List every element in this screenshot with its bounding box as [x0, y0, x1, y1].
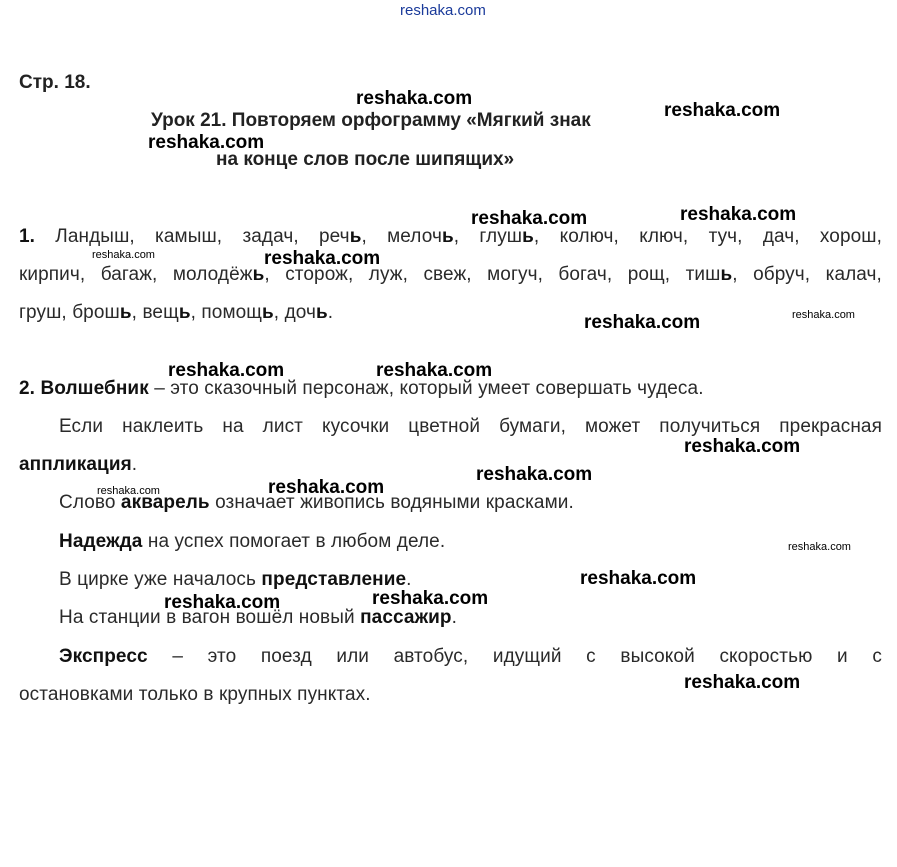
watermark: reshaka.com [471, 208, 588, 229]
soft-sign-ending: ь [316, 302, 328, 323]
watermark: reshaka.com [792, 309, 855, 321]
sentence-text: На станции в вагон вошёл новый [59, 607, 361, 628]
word: рощ, [627, 264, 671, 285]
word: мелочь, [387, 226, 460, 247]
sentence-text: на успех помогает в любом деле. [142, 531, 446, 552]
watermark: reshaka.com [664, 100, 781, 121]
word: багаж, [100, 264, 158, 285]
watermark: reshaka.com [580, 568, 697, 589]
word: глушь, [479, 226, 540, 247]
exercise-1-line-2 [19, 264, 882, 286]
word: обруч, [753, 264, 811, 285]
watermark: reshaka.com [584, 312, 701, 333]
word: кирпич, [19, 264, 86, 285]
word: луж, [368, 264, 408, 285]
word: могуч, [487, 264, 543, 285]
watermark: reshaka.com [356, 88, 473, 109]
exercise-2-sentence-2-line-1 [59, 416, 882, 438]
watermark: reshaka.com [92, 249, 155, 261]
word-list [55, 226, 882, 247]
watermark: reshaka.com [168, 360, 285, 381]
watermark: reshaka.com [788, 541, 851, 553]
exercise-2-sentence-1 [19, 378, 704, 400]
word: колюч, [559, 226, 619, 247]
soft-sign-ending: ь [119, 302, 132, 323]
bold-word: пассажир [360, 607, 452, 628]
bold-word: аппликация [19, 454, 132, 475]
watermark: reshaka.com [148, 132, 265, 153]
exercise-1-line-3 [19, 302, 333, 324]
word: свеж, [423, 264, 472, 285]
word: хорош, [819, 226, 882, 247]
sentence-text: Слово [59, 492, 121, 513]
page-number: Стр. 18. [19, 72, 91, 93]
sentence-text: – это поезд или автобус, идущий с высокой скоростью и с [147, 646, 882, 667]
word: тишь, [685, 264, 738, 285]
word: молодёжь, [172, 264, 270, 285]
word-list [19, 302, 333, 323]
exercise-2-sentence-2-line-2 [19, 454, 137, 476]
watermark: reshaka.com [372, 588, 489, 609]
sentence-text: Если наклеить на лист кусочки цветной бумаги, может получиться прекрасная [59, 416, 882, 437]
bold-word: Экспресс [59, 646, 148, 667]
word: калач, [825, 264, 882, 285]
soft-sign-ending: ь [720, 264, 733, 285]
soft-sign-ending: ь [349, 226, 362, 247]
exercise-2-sentence-7-line-2 [19, 684, 371, 706]
sentence-text: означает живопись водяными красками. [209, 492, 574, 513]
sentence-text: . [451, 607, 458, 628]
word: вещь, [142, 302, 196, 323]
exercise-2-sentence-7-line-1 [59, 646, 882, 668]
word: груш, [19, 302, 67, 323]
word: речь, [318, 226, 367, 247]
word: дач, [762, 226, 800, 247]
watermark: reshaka.com [684, 436, 801, 457]
sentence-text: . [406, 569, 412, 590]
exercise-2-sentence-4 [59, 531, 445, 553]
sentence-text: В цирке уже началось [59, 569, 262, 590]
bold-word: представление [261, 569, 407, 590]
bold-word: Надежда [59, 531, 143, 552]
watermark: reshaka.com [97, 485, 160, 497]
word: камыш, [155, 226, 223, 247]
soft-sign-ending: ь [252, 264, 265, 285]
word: дочь. [284, 302, 334, 323]
word: сторож, [285, 264, 354, 285]
lesson-title-line-1: Урок 21. Повторяем орфограмму «Мягкий знак [151, 110, 591, 131]
soft-sign-ending: ь [441, 226, 454, 247]
watermark: reshaka.com [680, 204, 797, 225]
sentence-text: остановками только в крупных пунктах. [19, 684, 371, 705]
exercise-1-number: 1. [19, 226, 36, 247]
soft-sign-ending: ь [522, 226, 534, 247]
watermark: reshaka.com [268, 477, 385, 498]
word: задач, [242, 226, 299, 247]
sentence-text: – это сказочный персонаж, который умеет совершать чудеса. [148, 378, 704, 399]
word: туч, [708, 226, 743, 247]
watermark: reshaka.com [400, 2, 486, 19]
watermark: reshaka.com [684, 672, 801, 693]
word: Ландыш, [55, 226, 135, 247]
watermark: reshaka.com [476, 464, 593, 485]
bold-word: акварель [120, 492, 210, 513]
lesson-title-line-2: на конце слов после шипящих» [216, 149, 515, 170]
exercise-2-number: 2. [19, 378, 36, 399]
watermark: reshaka.com [376, 360, 493, 381]
sentence-text: . [131, 454, 138, 475]
word: помощь, [201, 302, 280, 323]
soft-sign-ending: ь [262, 302, 274, 323]
word: богач, [558, 264, 613, 285]
exercise-2-sentence-5 [59, 569, 412, 591]
watermark: reshaka.com [264, 248, 381, 269]
bold-word: Волшебник [40, 378, 149, 399]
soft-sign-ending: ь [178, 302, 191, 323]
word-list [19, 264, 882, 285]
word: ключ, [639, 226, 689, 247]
watermark: reshaka.com [164, 592, 281, 613]
word: брошь, [72, 302, 138, 323]
exercise-1-line-1 [19, 226, 882, 248]
